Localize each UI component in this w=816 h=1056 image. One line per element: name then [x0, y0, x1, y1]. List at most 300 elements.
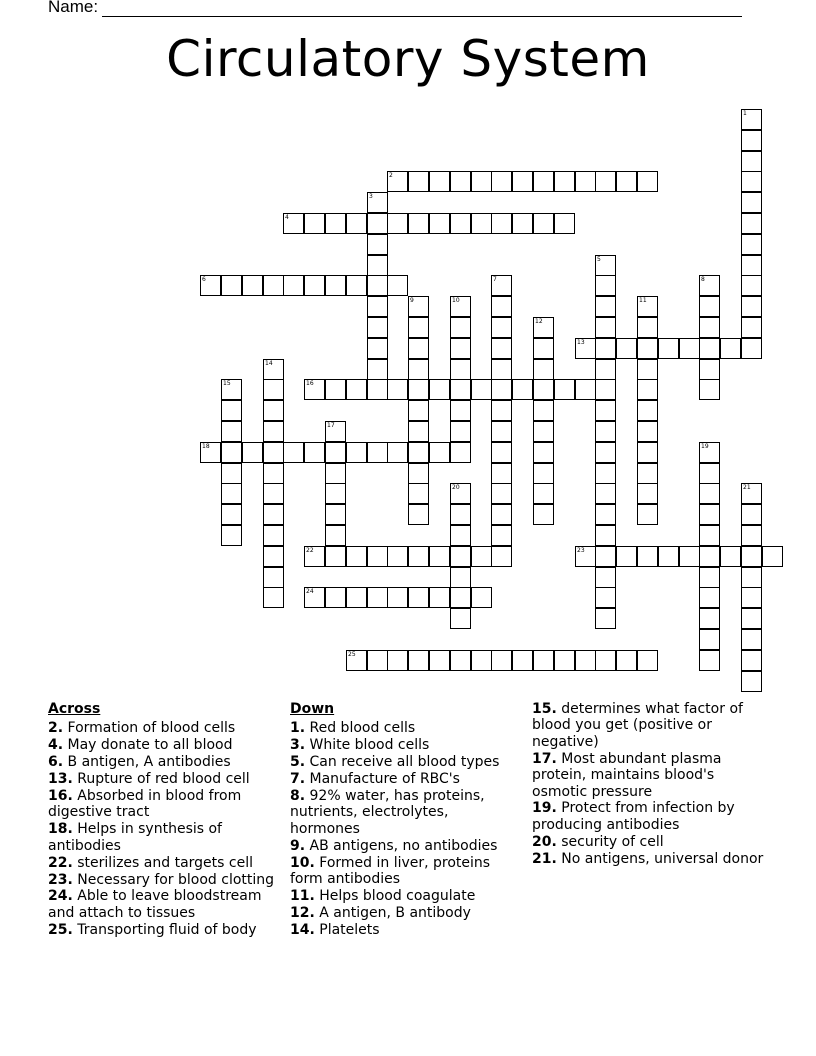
grid-cell[interactable]: [741, 650, 762, 671]
clue-item-number: 15.: [532, 701, 557, 717]
grid-cell[interactable]: [741, 296, 762, 317]
clue-item-number: 9.: [290, 837, 306, 854]
clue-item-text: Formed in liver, proteins form antibodies: [290, 854, 491, 888]
grid-cell[interactable]: [450, 296, 471, 317]
grid-cell[interactable]: [533, 442, 554, 463]
grid-cell[interactable]: [450, 567, 471, 588]
clue-item-text: Able to leave bloodstream and attach to tissues: [48, 888, 262, 921]
grid-cell[interactable]: [699, 546, 720, 567]
down-clues-continued: [532, 701, 764, 868]
grid-cell[interactable]: [367, 442, 388, 463]
grid-cell[interactable]: [741, 275, 762, 296]
across-heading: Across: [48, 701, 101, 717]
grid-cell[interactable]: [637, 296, 658, 317]
grid-cell[interactable]: [595, 567, 616, 588]
grid-cell[interactable]: [533, 463, 554, 484]
grid-cell[interactable]: [512, 379, 533, 400]
grid-cell[interactable]: [450, 379, 471, 400]
grid-cell[interactable]: [263, 275, 284, 296]
grid-cell[interactable]: [367, 650, 388, 671]
grid-cell[interactable]: [304, 546, 325, 567]
clue-item-number: 4.: [48, 737, 64, 754]
grid-cell[interactable]: [637, 317, 658, 338]
page-title: Circulatory System: [166, 30, 650, 88]
grid-cell[interactable]: [616, 171, 637, 192]
grid-cell[interactable]: [533, 379, 554, 400]
grid-cell[interactable]: [491, 359, 512, 380]
grid-cell[interactable]: [741, 109, 762, 130]
grid-cell[interactable]: [637, 546, 658, 567]
grid-cell[interactable]: [741, 213, 762, 234]
grid-cell[interactable]: [367, 234, 388, 255]
grid-cell[interactable]: [720, 546, 741, 567]
grid-cell[interactable]: [699, 629, 720, 650]
grid-cell[interactable]: [595, 483, 616, 504]
clue-number: 3: [369, 193, 373, 200]
grid-cell[interactable]: [283, 275, 304, 296]
grid-cell[interactable]: [367, 546, 388, 567]
grid-cell[interactable]: [387, 587, 408, 608]
grid-cell[interactable]: [533, 650, 554, 671]
grid-cell[interactable]: [408, 546, 429, 567]
grid-cell[interactable]: [762, 546, 783, 567]
grid-cell[interactable]: [720, 338, 741, 359]
clue-number: 17: [327, 422, 335, 429]
grid-cell[interactable]: [533, 213, 554, 234]
grid-cell[interactable]: [429, 213, 450, 234]
grid-cell[interactable]: [491, 546, 512, 567]
grid-cell[interactable]: [595, 171, 616, 192]
grid-cell[interactable]: [595, 546, 616, 567]
grid-cell[interactable]: [533, 359, 554, 380]
grid-cell[interactable]: [595, 587, 616, 608]
grid-cell[interactable]: [304, 379, 325, 400]
grid-cell[interactable]: [471, 213, 492, 234]
grid-cell[interactable]: [429, 442, 450, 463]
clue-item: [48, 821, 276, 854]
grid-cell[interactable]: [367, 192, 388, 213]
clue-item-text: Rupture of red blood cell: [72, 771, 250, 788]
grid-cell[interactable]: [699, 608, 720, 629]
grid-cell[interactable]: [637, 359, 658, 380]
grid-cell[interactable]: [595, 338, 616, 359]
clue-item-number: 3.: [290, 737, 306, 754]
grid-cell[interactable]: [387, 171, 408, 192]
clue-item-number: 12.: [290, 904, 315, 921]
clue-number: 18: [202, 443, 210, 450]
grid-cell[interactable]: [450, 504, 471, 525]
grid-cell[interactable]: [637, 421, 658, 442]
grid-cell[interactable]: [554, 379, 575, 400]
grid-cell[interactable]: [346, 587, 367, 608]
grid-cell[interactable]: [408, 379, 429, 400]
clue-item: [290, 720, 508, 736]
clue-item-text: Protect from infection by producing antibodies: [532, 800, 735, 833]
grid-cell[interactable]: [679, 546, 700, 567]
grid-cell[interactable]: [408, 359, 429, 380]
grid-cell[interactable]: [471, 587, 492, 608]
grid-cell[interactable]: [491, 317, 512, 338]
grid-cell[interactable]: [429, 650, 450, 671]
grid-cell[interactable]: [450, 442, 471, 463]
grid-cell[interactable]: [616, 546, 637, 567]
grid-cell[interactable]: [263, 421, 284, 442]
clue-number: 9: [410, 297, 414, 304]
grid-cell[interactable]: [304, 587, 325, 608]
grid-cell[interactable]: [699, 317, 720, 338]
grid-cell[interactable]: [263, 483, 284, 504]
grid-cell[interactable]: [575, 338, 596, 359]
grid-cell[interactable]: [367, 338, 388, 359]
grid-cell[interactable]: [554, 213, 575, 234]
grid-cell[interactable]: [637, 483, 658, 504]
clue-item: [290, 771, 508, 787]
name-field[interactable]: [48, 0, 742, 17]
grid-cell[interactable]: [325, 213, 346, 234]
grid-cell[interactable]: [325, 546, 346, 567]
grid-cell[interactable]: [367, 213, 388, 234]
grid-cell[interactable]: [491, 421, 512, 442]
grid-cell[interactable]: [346, 275, 367, 296]
grid-cell[interactable]: [741, 130, 762, 151]
grid-cell[interactable]: [699, 359, 720, 380]
grid-cell[interactable]: [637, 171, 658, 192]
grid-cell[interactable]: [387, 275, 408, 296]
grid-cell[interactable]: [408, 483, 429, 504]
grid-cell[interactable]: [387, 442, 408, 463]
grid-cell[interactable]: [263, 546, 284, 567]
grid-cell[interactable]: [595, 650, 616, 671]
grid-cell[interactable]: [221, 275, 242, 296]
grid-cell[interactable]: [429, 379, 450, 400]
grid-cell[interactable]: [408, 171, 429, 192]
grid-cell[interactable]: [637, 338, 658, 359]
grid-cell[interactable]: [450, 338, 471, 359]
grid-cell[interactable]: [200, 275, 221, 296]
grid-cell[interactable]: [533, 338, 554, 359]
grid-cell[interactable]: [512, 171, 533, 192]
grid-cell[interactable]: [408, 400, 429, 421]
grid-cell[interactable]: [367, 379, 388, 400]
grid-cell[interactable]: [450, 359, 471, 380]
grid-cell[interactable]: [450, 213, 471, 234]
grid-cell[interactable]: [699, 650, 720, 671]
grid-cell[interactable]: [533, 483, 554, 504]
grid-cell[interactable]: [491, 525, 512, 546]
grid-cell[interactable]: [616, 650, 637, 671]
grid-cell[interactable]: [471, 650, 492, 671]
grid-cell[interactable]: [741, 567, 762, 588]
clue-item-text: May donate to all blood: [63, 737, 233, 754]
grid-cell[interactable]: [325, 587, 346, 608]
grid-cell[interactable]: [346, 379, 367, 400]
grid-cell[interactable]: [346, 213, 367, 234]
grid-cell[interactable]: [595, 463, 616, 484]
grid-cell[interactable]: [741, 629, 762, 650]
clue-item-number: 18.: [48, 821, 73, 838]
grid-cell[interactable]: [471, 379, 492, 400]
grid-cell[interactable]: [429, 171, 450, 192]
grid-cell[interactable]: [741, 525, 762, 546]
grid-cell[interactable]: [408, 338, 429, 359]
grid-cell[interactable]: [263, 400, 284, 421]
grid-cell[interactable]: [263, 442, 284, 463]
grid-cell[interactable]: [325, 275, 346, 296]
grid-cell[interactable]: [221, 504, 242, 525]
grid-cell[interactable]: [699, 275, 720, 296]
grid-cell[interactable]: [221, 525, 242, 546]
grid-cell[interactable]: [595, 442, 616, 463]
grid-cell[interactable]: [741, 151, 762, 172]
grid-cell[interactable]: [637, 504, 658, 525]
clue-item-number: 24.: [48, 888, 73, 905]
clue-item-number: 1.: [290, 720, 306, 737]
clue-item-text: Transporting fluid of body: [72, 921, 257, 938]
clue-item-text: B antigen, A antibodies: [63, 754, 231, 771]
grid-cell[interactable]: [741, 587, 762, 608]
grid-cell[interactable]: [346, 546, 367, 567]
grid-cell[interactable]: [367, 359, 388, 380]
grid-cell[interactable]: [491, 213, 512, 234]
grid-cell[interactable]: [699, 525, 720, 546]
grid-cell[interactable]: [304, 442, 325, 463]
grid-cell[interactable]: [450, 421, 471, 442]
grid-cell[interactable]: [346, 442, 367, 463]
grid-cell[interactable]: [658, 546, 679, 567]
grid-cell[interactable]: [699, 296, 720, 317]
grid-cell[interactable]: [595, 608, 616, 629]
grid-cell[interactable]: [554, 650, 575, 671]
grid-cell[interactable]: [575, 546, 596, 567]
grid-cell[interactable]: [512, 213, 533, 234]
grid-cell[interactable]: [200, 442, 221, 463]
clue-item-number: 5.: [290, 754, 306, 771]
grid-cell[interactable]: [595, 504, 616, 525]
grid-cell[interactable]: [408, 504, 429, 525]
grid-cell[interactable]: [575, 379, 596, 400]
clue-item-text: Necessary for blood clotting: [72, 871, 275, 888]
clue-number: 6: [202, 276, 206, 283]
grid-cell[interactable]: [699, 504, 720, 525]
grid-cell[interactable]: [263, 359, 284, 380]
name-underline[interactable]: [102, 2, 742, 17]
grid-cell[interactable]: [387, 379, 408, 400]
grid-cell[interactable]: [408, 317, 429, 338]
grid-cell[interactable]: [699, 567, 720, 588]
grid-cell[interactable]: [741, 608, 762, 629]
grid-cell[interactable]: [304, 213, 325, 234]
grid-cell[interactable]: [221, 442, 242, 463]
grid-cell[interactable]: [263, 525, 284, 546]
grid-cell[interactable]: [367, 296, 388, 317]
grid-cell[interactable]: [699, 587, 720, 608]
grid-cell[interactable]: [491, 504, 512, 525]
grid-cell[interactable]: [450, 483, 471, 504]
grid-cell[interactable]: [533, 317, 554, 338]
clue-number: 13: [577, 339, 585, 346]
grid-cell[interactable]: [491, 338, 512, 359]
grid-cell[interactable]: [408, 213, 429, 234]
clue-number: 12: [535, 318, 543, 325]
clue-item-number: 10.: [290, 854, 315, 871]
grid-cell[interactable]: [450, 317, 471, 338]
grid-cell[interactable]: [533, 504, 554, 525]
grid-cell[interactable]: [367, 275, 388, 296]
grid-cell[interactable]: [325, 463, 346, 484]
grid-cell[interactable]: [741, 483, 762, 504]
clue-item-text: Can receive all blood types: [305, 754, 500, 771]
clue-item-text: 92% water, has proteins, nutrients, electrolytes, hormones: [290, 788, 485, 837]
grid-cell[interactable]: [741, 671, 762, 692]
down-clue-list: [290, 720, 508, 938]
grid-cell[interactable]: [471, 546, 492, 567]
grid-cell[interactable]: [637, 400, 658, 421]
grid-cell[interactable]: [242, 275, 263, 296]
grid-cell[interactable]: [263, 379, 284, 400]
grid-cell[interactable]: [741, 317, 762, 338]
grid-cell[interactable]: [491, 296, 512, 317]
clue-item-text: AB antigens, no antibodies: [305, 837, 498, 854]
grid-cell[interactable]: [325, 421, 346, 442]
grid-cell[interactable]: [512, 650, 533, 671]
grid-cell[interactable]: [283, 213, 304, 234]
grid-cell[interactable]: [595, 525, 616, 546]
grid-cell[interactable]: [491, 379, 512, 400]
grid-cell[interactable]: [491, 483, 512, 504]
grid-cell[interactable]: [741, 255, 762, 276]
grid-cell[interactable]: [408, 463, 429, 484]
grid-cell[interactable]: [283, 442, 304, 463]
grid-cell[interactable]: [491, 400, 512, 421]
grid-cell[interactable]: [408, 421, 429, 442]
grid-cell[interactable]: [595, 275, 616, 296]
grid-cell[interactable]: [741, 171, 762, 192]
grid-cell[interactable]: [699, 442, 720, 463]
grid-cell[interactable]: [450, 171, 471, 192]
grid-cell[interactable]: [741, 192, 762, 213]
grid-cell[interactable]: [325, 442, 346, 463]
grid-cell[interactable]: [699, 338, 720, 359]
grid-cell[interactable]: [387, 650, 408, 671]
grid-cell[interactable]: [325, 504, 346, 525]
clue-item-text: sterilizes and targets cell: [72, 854, 253, 871]
across-clues: [48, 701, 276, 955]
grid-cell[interactable]: [367, 255, 388, 276]
grid-cell[interactable]: [699, 463, 720, 484]
grid-cell[interactable]: [595, 421, 616, 442]
grid-cell[interactable]: [450, 525, 471, 546]
grid-cell[interactable]: [450, 650, 471, 671]
grid-cell[interactable]: [408, 296, 429, 317]
grid-cell[interactable]: [741, 546, 762, 567]
grid-cell[interactable]: [221, 400, 242, 421]
clue-item-text: White blood cells: [305, 737, 430, 754]
clue-item: [290, 855, 508, 888]
grid-cell[interactable]: [616, 338, 637, 359]
grid-cell[interactable]: [408, 650, 429, 671]
grid-cell[interactable]: [325, 379, 346, 400]
grid-cell[interactable]: [367, 317, 388, 338]
grid-cell[interactable]: [263, 567, 284, 588]
grid-cell[interactable]: [491, 275, 512, 296]
grid-cell[interactable]: [699, 483, 720, 504]
grid-cell[interactable]: [491, 442, 512, 463]
grid-cell[interactable]: [263, 504, 284, 525]
grid-cell[interactable]: [325, 525, 346, 546]
grid-cell[interactable]: [471, 171, 492, 192]
grid-cell[interactable]: [741, 338, 762, 359]
grid-cell[interactable]: [367, 587, 388, 608]
grid-cell[interactable]: [450, 587, 471, 608]
grid-cell[interactable]: [658, 338, 679, 359]
grid-cell[interactable]: [533, 400, 554, 421]
grid-cell[interactable]: [595, 379, 616, 400]
clue-item: [48, 720, 276, 736]
clue-number: 10: [452, 297, 460, 304]
grid-cell[interactable]: [221, 463, 242, 484]
down-clues: [290, 701, 508, 939]
grid-cell[interactable]: [741, 504, 762, 525]
clue-item: [48, 737, 276, 753]
grid-cell[interactable]: [491, 650, 512, 671]
grid-cell[interactable]: [263, 587, 284, 608]
grid-cell[interactable]: [346, 650, 367, 671]
clue-item: [532, 834, 764, 850]
grid-cell[interactable]: [533, 171, 554, 192]
grid-cell[interactable]: [595, 317, 616, 338]
clue-item: [290, 737, 508, 753]
clue-number: 21: [743, 484, 751, 491]
grid-cell[interactable]: [429, 546, 450, 567]
grid-cell[interactable]: [595, 255, 616, 276]
grid-cell[interactable]: [637, 379, 658, 400]
grid-cell[interactable]: [595, 359, 616, 380]
grid-cell[interactable]: [325, 483, 346, 504]
grid-cell[interactable]: [554, 171, 575, 192]
grid-cell[interactable]: [221, 379, 242, 400]
grid-cell[interactable]: [491, 463, 512, 484]
grid-cell[interactable]: [637, 463, 658, 484]
grid-cell[interactable]: [533, 421, 554, 442]
grid-cell[interactable]: [221, 483, 242, 504]
grid-cell[interactable]: [741, 234, 762, 255]
grid-cell[interactable]: [491, 171, 512, 192]
grid-cell[interactable]: [408, 587, 429, 608]
grid-cell[interactable]: [221, 421, 242, 442]
clue-number: 7: [493, 276, 497, 283]
grid-cell[interactable]: [263, 463, 284, 484]
grid-cell[interactable]: [575, 650, 596, 671]
grid-cell[interactable]: [637, 442, 658, 463]
grid-cell[interactable]: [699, 379, 720, 400]
grid-cell[interactable]: [679, 338, 700, 359]
grid-cell[interactable]: [242, 442, 263, 463]
grid-cell[interactable]: [450, 400, 471, 421]
grid-cell[interactable]: [637, 650, 658, 671]
clue-item-number: 19.: [532, 800, 557, 817]
clue-item-text: A antigen, B antibody: [314, 904, 471, 921]
grid-cell[interactable]: [595, 400, 616, 421]
grid-cell[interactable]: [387, 546, 408, 567]
grid-cell[interactable]: [575, 171, 596, 192]
grid-cell[interactable]: [450, 608, 471, 629]
grid-cell[interactable]: [595, 296, 616, 317]
grid-cell[interactable]: [450, 546, 471, 567]
grid-cell[interactable]: [387, 213, 408, 234]
grid-cell[interactable]: [408, 442, 429, 463]
grid-cell[interactable]: [429, 587, 450, 608]
grid-cell[interactable]: [304, 275, 325, 296]
